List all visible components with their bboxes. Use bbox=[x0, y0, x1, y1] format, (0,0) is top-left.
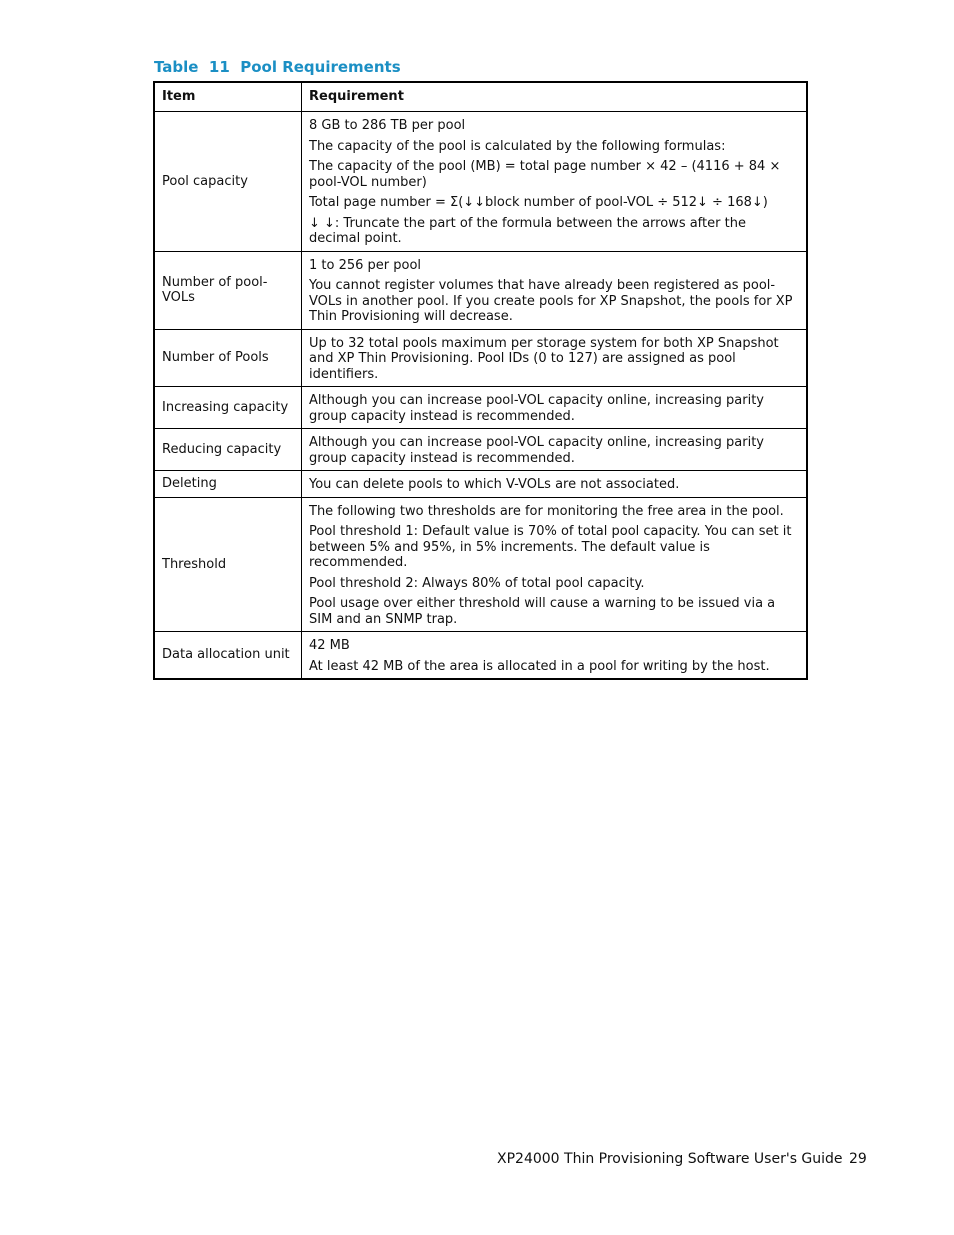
row-item-label: Pool capacity bbox=[154, 112, 302, 252]
table-row bbox=[154, 387, 807, 429]
row-requirement bbox=[302, 251, 808, 329]
row-item-label: Deleting bbox=[154, 471, 302, 498]
page-number: 29 bbox=[849, 1151, 867, 1167]
column-header-requirement: Requirement bbox=[302, 82, 808, 112]
requirement-paragraph: Pool threshold 1: Default value is 70% of total pool capacity. You can set it between 5% and 95%, in 5% increments. The default value is recommended. bbox=[309, 524, 792, 570]
table-row bbox=[154, 471, 807, 498]
table-caption: Table 11 Pool Requirements bbox=[154, 58, 401, 76]
requirement-paragraph: Total page number = Σ(↓↓block number of pool-VOL ÷ 512↓ ÷ 168↓) bbox=[309, 195, 768, 210]
row-item-label: Increasing capacity bbox=[154, 387, 302, 429]
requirement-paragraph: 1 to 256 per pool bbox=[309, 257, 422, 273]
table-row bbox=[154, 429, 807, 471]
row-requirement bbox=[302, 429, 808, 471]
requirement-paragraph: At least 42 MB of the area is allocated in a pool for writing by the host. bbox=[309, 658, 770, 674]
row-requirement bbox=[302, 632, 808, 680]
table-row bbox=[154, 112, 807, 252]
footer-document-title: XP24000 Thin Provisioning Software User's Guide bbox=[497, 1151, 843, 1167]
table-row bbox=[154, 251, 807, 329]
requirement-paragraph: Although you can increase pool-VOL capacity online, increasing parity group capacity instead is recommended. bbox=[309, 393, 764, 424]
row-requirement bbox=[302, 471, 808, 498]
row-item-label: Reducing capacity bbox=[154, 429, 302, 471]
requirement-paragraph: ↓ ↓: Truncate the part of the formula between the arrows after the decimal point. bbox=[309, 215, 746, 246]
requirement-paragraph: 42 MB bbox=[309, 638, 350, 653]
row-requirement bbox=[302, 112, 808, 252]
column-header-item: Item bbox=[154, 82, 302, 112]
row-requirement bbox=[302, 497, 808, 632]
requirement-paragraph: 8 GB to 286 TB per pool bbox=[309, 118, 466, 133]
row-item-label: Data allocation unit bbox=[154, 632, 302, 680]
requirement-paragraph: Up to 32 total pools maximum per storage system for both XP Snapshot and XP Thin Provisioning. Pool IDs (0 to 127) are assigned as pool identifiers. bbox=[309, 335, 779, 382]
requirement-paragraph: The capacity of the pool is calculated by the following formulas: bbox=[309, 138, 726, 154]
pool-requirements-table bbox=[153, 81, 808, 680]
requirement-paragraph: Although you can increase pool-VOL capacity online, increasing parity group capacity instead is recommended. bbox=[309, 435, 764, 466]
requirement-paragraph: You can delete pools to which V-VOLs are not associated. bbox=[309, 477, 680, 492]
table-header-row bbox=[154, 82, 807, 112]
table-row bbox=[154, 632, 807, 680]
row-item-label: Number of pool-VOLs bbox=[154, 251, 302, 329]
requirement-paragraph: Pool threshold 2: Always 80% of total pool capacity. bbox=[309, 575, 645, 591]
requirement-paragraph: The capacity of the pool (MB) = total page number × 42 – (4116 + 84 × pool-VOL number) bbox=[309, 159, 781, 190]
requirement-paragraph: You cannot register volumes that have already been registered as pool-VOLs in another pool. If you create pools for XP Snapshot, the pools for XP Thin Provisioning will decrease. bbox=[309, 278, 793, 324]
row-requirement bbox=[302, 329, 808, 387]
row-item-label: Threshold bbox=[154, 497, 302, 632]
row-item-label: Number of Pools bbox=[154, 329, 302, 387]
requirement-paragraph: Pool usage over either threshold will cause a warning to be issued via a SIM and an SNMP trap. bbox=[309, 596, 776, 627]
table-row bbox=[154, 497, 807, 632]
row-requirement bbox=[302, 387, 808, 429]
requirement-paragraph: The following two thresholds are for monitoring the free area in the pool. bbox=[309, 503, 784, 519]
table-row bbox=[154, 329, 807, 387]
